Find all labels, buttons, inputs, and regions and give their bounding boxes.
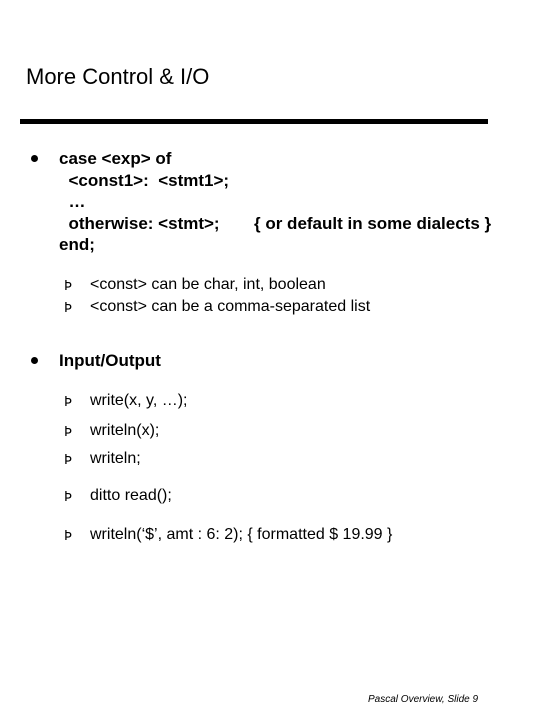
io-item: writeln(‘$’, amt : 6: 2); { formatted $ 19.99 } xyxy=(90,526,393,543)
io-item: writeln; xyxy=(90,450,141,467)
bullet-dot xyxy=(31,155,38,162)
case-comment: { or default in some dialects } xyxy=(254,214,492,233)
slide-footer: Pascal Overview, Slide 9 xyxy=(368,694,479,705)
sub-bullet-icon: Þ xyxy=(64,529,72,544)
bullet-dot xyxy=(31,357,38,364)
case-line-2: <const1>: <stmt1>; xyxy=(59,171,230,190)
io-item: writeln(x); xyxy=(90,422,160,439)
case-note: <const> can be a comma-separated list xyxy=(90,298,371,315)
io-heading: Input/Output xyxy=(59,351,161,370)
sub-bullet-icon: Þ xyxy=(64,490,72,505)
sub-bullet-icon: Þ xyxy=(64,301,72,316)
case-line-4: otherwise: <stmt>; xyxy=(59,214,220,233)
sub-bullet-icon: Þ xyxy=(64,395,72,410)
io-item: ditto read(); xyxy=(90,487,172,504)
sub-bullet-icon: Þ xyxy=(64,453,72,468)
case-line-5: end; xyxy=(59,235,95,254)
case-note: <const> can be char, int, boolean xyxy=(90,276,326,293)
io-item: write(x, y, …); xyxy=(90,392,188,409)
case-line-1: case <exp> of xyxy=(59,149,172,168)
sub-bullet-icon: Þ xyxy=(64,279,72,294)
case-line-3: … xyxy=(59,192,86,211)
slide-title: More Control & I/O xyxy=(26,64,210,89)
title-rule xyxy=(20,119,488,124)
sub-bullet-icon: Þ xyxy=(64,425,72,440)
